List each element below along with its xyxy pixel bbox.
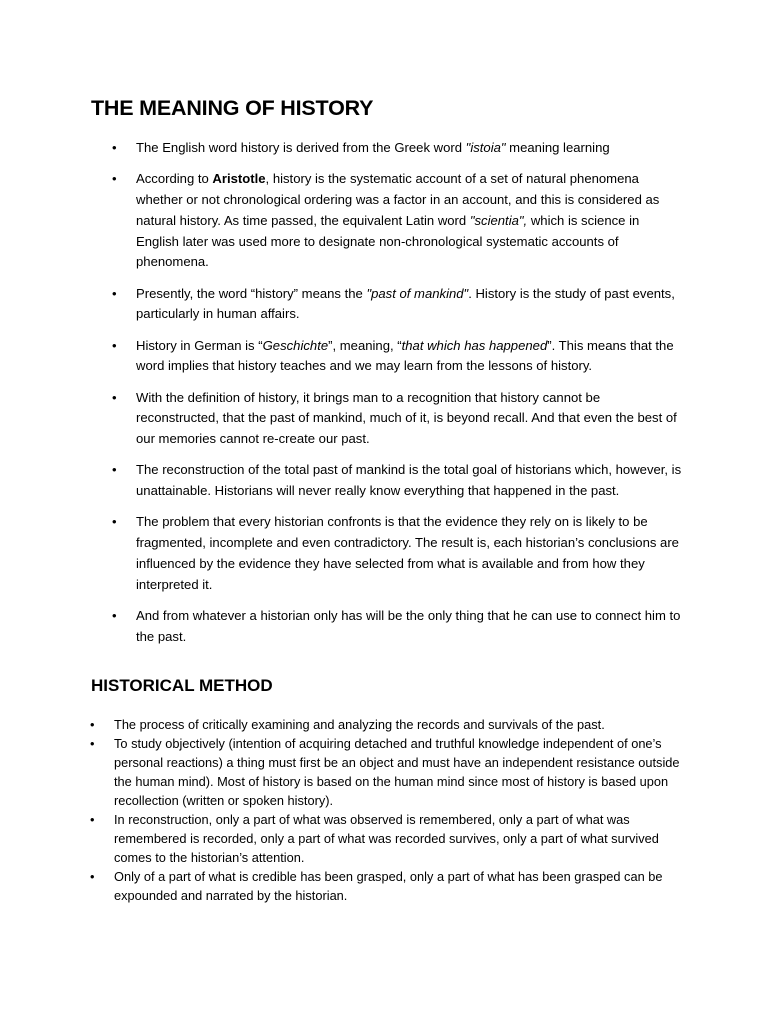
page-title: THE MEANING OF HISTORY [91,96,374,120]
bullet-icon: • [90,869,95,884]
bullet-icon: • [90,717,95,732]
bullet-icon: • [90,812,95,827]
list-item: • Only of a part of what is credible has been grasped, only a part of what has been grasped can be expounded and narrated by the historian. [90,869,663,903]
list-item: • To study objectively (intention of acquiring detached and truthful knowledge independent of one’s personal reactions) a thing must first be an object and must have an independent resistance outside the human mind). Most of history is based on the human mind since most of history is based upon recollection (written or spoken history). [90,736,680,808]
bullet-icon: • [112,171,117,187]
list-item: • Presently, the word “history” means the "past of mankind". History is the study of past events, particularly in human affairs. [112,285,675,322]
bullet-icon: • [112,285,117,301]
method-list [90,715,680,905]
list-item: • The reconstruction of the total past of mankind is the total goal of historians which, however, is unattainable. Historians will never really know everything that happened in the past. [112,462,682,499]
section-heading-historical-method: HISTORICAL METHOD [91,676,273,695]
list-item: • With the definition of history, it brings man to a recognition that history cannot be reconstructed, that the past of mankind, much of it, is beyond recall. And that even the best of our memories cannot re-create our past. [112,389,677,447]
bullet-icon: • [112,514,117,530]
list-item: • The problem that every historian confronts is that the evidence they rely on is likely to be fragmented, incomplete and even contradictory. The result is, each historian’s conclusions are influenced by the evidence they have selected from what is available and from how they interpreted it. [112,514,679,592]
list-item: • History in German is “Geschichte”, meaning, “that which has happened”. This means that the word implies that history teaches and we may learn from the lessons of history. [112,337,674,374]
bullet-icon: • [112,337,117,353]
bullet-icon: • [112,389,117,405]
bullet-icon: • [90,736,95,751]
meaning-list [112,138,684,658]
list-item: • The process of critically examining and analyzing the records and survivals of the past. [90,717,605,732]
bullet-icon: • [112,140,117,155]
list-item: • The English word history is derived from the Greek word "istoia" meaning learning [136,138,684,159]
list-item: • According to Aristotle, history is the systematic account of a set of natural phenomena whether or not chronological ordering was a factor in an account, and this is considered as natural history. As time passed, the equivalent Latin word "scientia", which is science in English later was used more to designate non-chronological systematic accounts of phenomena. [112,171,660,270]
list-item: • And from whatever a historian only has will be the only thing that he can use to connect him to the past. [112,607,681,644]
bullet-icon: • [112,607,117,623]
bullet-icon: • [112,462,117,478]
list-item: • In reconstruction, only a part of what was observed is remembered, only a part of what was remembered is recorded, only a part of what was recorded survives, only a part of what survived comes to the historian’s attention. [90,812,659,865]
